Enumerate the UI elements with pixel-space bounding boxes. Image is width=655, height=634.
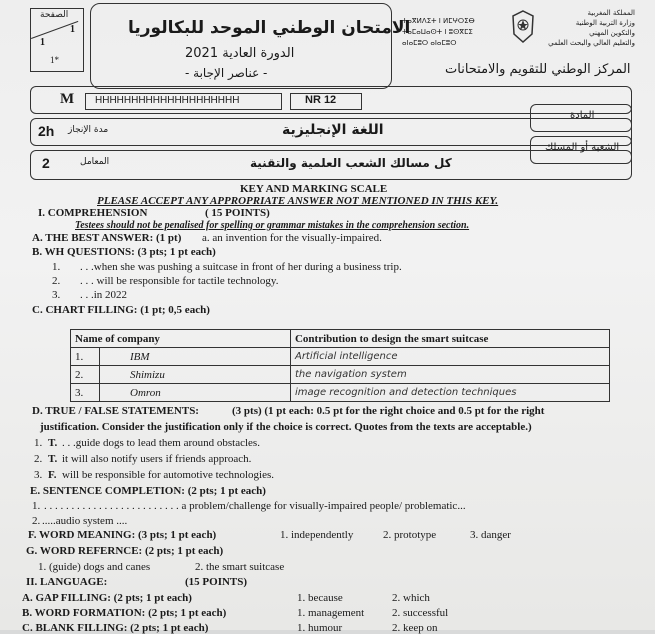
key-title: KEY AND MARKING SCALE (240, 183, 388, 195)
page-star: 1* (50, 55, 59, 65)
gf-answer-2: 2. which (392, 592, 430, 604)
testees-note: Testees should not be penalised for spelling or grammar mistakes in the comprehension section. (75, 220, 470, 231)
nr-code: NR 12 (305, 94, 337, 106)
wh-answer-1: . . .when she was pushing a suitcase in front of her during a business trip. (80, 261, 402, 273)
tf-answer-1: . . .guide dogs to lead them around obstacles. (62, 437, 260, 449)
chart-filling-label: C. CHART FILLING: (1 pt; 0,5 each) (32, 304, 210, 316)
contribution: the navigation system (290, 366, 609, 384)
tf-num-1: 1. (34, 437, 43, 449)
wm-answer-1: 1. independently (280, 529, 354, 541)
tf-num-3: 3. (34, 469, 43, 481)
answer-elements: - عناصر الإجابة - (185, 66, 268, 80)
tf-value-1: T. (48, 437, 58, 449)
wr-answer-1: 1. (guide) dogs and canes (38, 561, 151, 573)
branch-label: الشعبة أو المسلك (545, 142, 620, 153)
best-answer: a. an invention for the visually-impaired. (202, 232, 382, 244)
duration-value: 2h (38, 123, 55, 139)
m-letter: M (60, 91, 75, 107)
evaluation-center: المركز الوطني للتقويم والامتحانات (445, 62, 631, 77)
gf-answer-1: 1. because (297, 592, 343, 604)
company-name: Omron (100, 384, 291, 402)
table-header-company: Name of company (71, 330, 291, 348)
sc-answer-2: .....audio system .... (42, 515, 128, 527)
sc-num-2: 2. (32, 515, 41, 527)
tf-answer-3: will be responsible for automotive technologies. (62, 469, 275, 481)
true-false-points: (3 pts) (1 pt each: 0.5 pt for the right choice and 0.5 pt for the right (232, 405, 545, 417)
best-answer-label: A. THE BEST ANSWER: (1 pt) (32, 232, 182, 244)
word-reference-label: G. WORD REFERNCE: (2 pts; 1 pt each) (26, 545, 224, 557)
company-name: Shimizu (100, 366, 291, 384)
sc-num-1: 1. (32, 500, 41, 512)
company-name: IBM (100, 348, 291, 366)
wf-answer-2: 2. successful (392, 607, 449, 619)
wm-answer-2: 2. prototype (383, 529, 437, 541)
contribution: image recognition and detection techniques (290, 384, 609, 402)
ministry-text: المملكة المغربية وزارة التربية الوطنية والتكوين المهني والتعليم العالي والبحث العلمي (548, 9, 635, 47)
row-number: 3. (71, 384, 100, 402)
h-code: HHHHHHHHHHHHHHHHHHHH (95, 95, 240, 106)
sentence-completion-label: E. SENTENCE COMPLETION: (2 pts; 1 pt each) (30, 485, 266, 497)
row-number: 1. (71, 348, 100, 366)
table-row (71, 348, 610, 366)
bf-answer-1: 1. humour (297, 622, 343, 634)
table-header-contribution: Contribution to design the smart suitcase (290, 330, 609, 348)
chart-filling-table (70, 329, 610, 402)
table-row (71, 366, 610, 384)
section-language-points: (15 POINTS) (185, 576, 248, 588)
section-comprehension-points: ( 15 POINTS) (205, 207, 270, 219)
true-false-justification: justification. Consider the justification only if the choice is correct. Quotes from the texts are acceptable.) (40, 421, 532, 433)
wh-num-1: 1. (52, 261, 61, 273)
branch-name: كل مسالك الشعب العلمية والتقنية (250, 156, 452, 170)
tf-num-2: 2. (34, 453, 43, 465)
wr-answer-2: 2. the smart suitcase (195, 561, 285, 573)
table-header-row (71, 330, 610, 348)
true-false-label: D. TRUE / FALSE STATEMENTS: (32, 405, 199, 417)
blank-filling-label: C. BLANK FILLING: (2 pts; 1 pt each) (22, 622, 209, 634)
exam-session: الدورة العادية 2021 (185, 46, 295, 61)
gap-filling-label: A. GAP FILLING: (2 pts; 1 pt each) (22, 592, 192, 604)
exam-title: الامتحان الوطني الموحد للبكالوريا (128, 18, 411, 38)
tifinagh-text: ⵜⴰⴳⵍⴷⵉⵜ ⵏ ⵍⵎⵖⵔⵉⴱ ⵜⴰⵎⴰⵡⴰⵙⵜ ⵏ ⵓⵙⴳⵎⵉ ⴰⵏⴰⵎⵓⵔ ⴰⵏⴰⵎⵓⵔ (402, 17, 475, 47)
wh-answer-2: . . . will be responsible for tactile technology. (80, 275, 279, 287)
wh-answer-3: . . .in 2022 (80, 289, 128, 301)
page-total: 1 (70, 24, 75, 35)
contribution: Artificial intelligence (290, 348, 609, 366)
tf-answer-2: it will also notify users if friends approach. (62, 453, 252, 465)
coat-of-arms-icon (508, 8, 538, 46)
row-number: 2. (71, 366, 100, 384)
section-language: II. LANGUAGE: (26, 576, 108, 588)
coefficient-label: المعامل (80, 157, 110, 167)
accept-note: PLEASE ACCEPT ANY APPROPRIATE ANSWER NOT MENTIONED IN THIS KEY. (97, 195, 499, 207)
page-label: الصفحة (40, 10, 69, 20)
wh-num-2: 2. (52, 275, 61, 287)
section-comprehension: I. COMPREHENSION (38, 207, 148, 219)
sc-answer-1: . . . . . . . . . . . . . . . . . . . . . . . . . a problem/challenge for visually-impaired people/ problematic... (44, 500, 466, 512)
wh-num-3: 3. (52, 289, 61, 301)
wm-answer-3: 3. danger (470, 529, 511, 541)
wh-questions-label: B. WH QUESTIONS: (3 pts; 1 pt each) (32, 246, 216, 258)
tf-value-3: F. (48, 469, 57, 481)
word-formation-label: B. WORD FORMATION: (2 pts; 1 pt each) (22, 607, 227, 619)
page-number: 1 (40, 37, 45, 48)
duration-label: مدة الإنجاز (68, 125, 109, 135)
subject-name: اللغة الإنجليزية (282, 122, 384, 138)
coefficient-value: 2 (42, 155, 50, 171)
tf-value-2: T. (48, 453, 58, 465)
wf-answer-1: 1. management (297, 607, 365, 619)
bf-answer-2: 2. keep on (392, 622, 438, 634)
word-meaning-label: F. WORD MEANING: (3 pts; 1 pt each) (28, 529, 217, 541)
table-row (71, 384, 610, 402)
subject-label: المادة (570, 110, 595, 121)
